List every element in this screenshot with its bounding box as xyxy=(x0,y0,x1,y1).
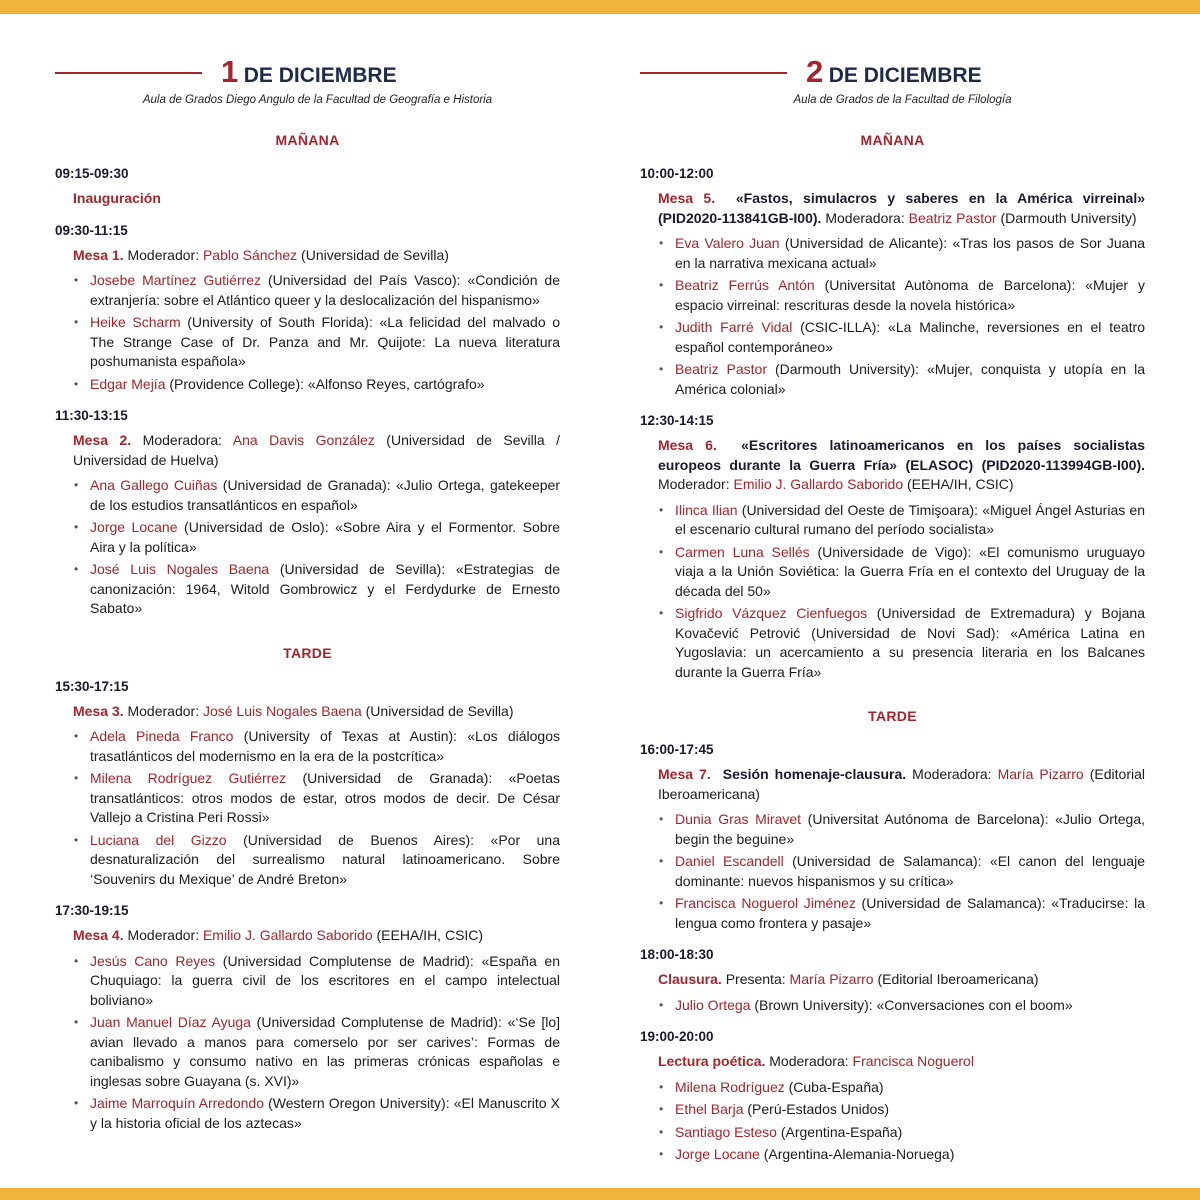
day-header xyxy=(55,50,560,89)
talk-item xyxy=(658,894,1145,933)
session-affiliation: (Editorial Iberoamericana) xyxy=(658,766,1145,802)
talk-item xyxy=(73,727,560,766)
talk-list xyxy=(640,501,1145,683)
venue: Aula de Grados de la Facultad de Filología xyxy=(793,94,1012,106)
day-column xyxy=(640,50,1145,1179)
slot-time: 17:30-19:15 xyxy=(55,903,129,918)
talk-detail: (Universidad de Granada): «Poetas transatlánticos: otros modos de estar, otros modos de decir. De César Vallejo a Cristina Peri Rossi» xyxy=(90,770,561,825)
day-number: 1 xyxy=(221,54,238,89)
speaker-name: Josebe Martínez Gutiérrez xyxy=(90,272,262,288)
speaker-name: Francisca Noguerol Jiménez xyxy=(675,895,856,911)
session-line xyxy=(55,246,560,266)
talk-detail: (Cuba-España) xyxy=(788,1078,884,1095)
talk-item xyxy=(658,810,1145,849)
session-role: Presenta: xyxy=(725,971,786,987)
period-heading: MAÑANA xyxy=(860,132,925,148)
speaker-name: Daniel Escandell xyxy=(675,853,784,869)
slot-time: 11:30-13:15 xyxy=(55,408,128,423)
speaker-name: Beatriz Ferrús Antón xyxy=(675,277,815,293)
session-role: Moderador: xyxy=(127,246,200,263)
speaker-name: Santiago Esteso xyxy=(675,1123,777,1140)
slot-time: 15:30-17:15 xyxy=(55,678,129,694)
talk-detail: (Western Oregon University): «El Manuscrito X y la historia oficial de los aztecas» xyxy=(90,1095,560,1131)
talk-item xyxy=(73,560,560,619)
session-affiliation: (Universidad de Sevilla) xyxy=(365,702,514,719)
speaker-name: Juan Manuel Díaz Ayuga xyxy=(90,1014,251,1030)
session-label: Mesa 6. xyxy=(658,437,717,453)
session-title: Sesión homenaje-clausura. xyxy=(722,766,907,782)
day-title xyxy=(806,54,982,90)
session-label: Mesa 1. xyxy=(73,246,124,263)
day-number: 2 xyxy=(806,54,823,89)
talk-item xyxy=(73,952,560,1011)
day-header xyxy=(640,50,1145,89)
moderator-name: José Luis Nogales Baena xyxy=(202,702,362,719)
talk-detail: (Perú-Estados Unidos) xyxy=(747,1101,889,1117)
talk-detail: (Universidad de Oslo): «Sobre Aira y el Formentor. Sobre Aira y la política» xyxy=(90,519,561,555)
talk-detail: (Universidad Complutense de Madrid): «‘Se [lo] avian llevado a manos para comerselo por ser carives’: Formas de canibalismo y consumo nativo en las primeras crónicas españolas e inglesas sobre Guayana (s. XVI)» xyxy=(90,1014,561,1089)
session-role: Moderadora: xyxy=(825,209,905,226)
speaker-name: José Luis Nogales Baena xyxy=(90,561,270,577)
session-label: Mesa 7. xyxy=(658,766,711,782)
session-role: Moderador: xyxy=(658,476,730,492)
talk-item xyxy=(73,375,560,395)
talk-item xyxy=(658,276,1145,315)
talk-detail: (Universidad del Oeste de Timişoara): «Miguel Ángel Asturias en el escenario cultural rumano del período socialista» xyxy=(675,501,1146,537)
day-title xyxy=(221,54,397,90)
session-label: Mesa 3. xyxy=(73,702,124,719)
time-slot xyxy=(55,223,560,395)
speaker-name: Judith Farré Vidal xyxy=(675,319,793,335)
talk-item xyxy=(73,831,560,890)
talk-list xyxy=(640,234,1145,399)
slot-time: 12:30-14:15 xyxy=(640,413,714,428)
speaker-name: Sigfrido Vázquez Cienfuegos xyxy=(675,605,868,621)
day-month: DE DICIEMBRE xyxy=(828,64,982,87)
talk-detail: (Universidad de Granada): «Julio Ortega, gatekeeper de los estudios transatlánticos en español» xyxy=(90,477,561,513)
session-affiliation: (Universidad de Sevilla) xyxy=(301,246,449,263)
speaker-name: Carmen Luna Sellés xyxy=(675,543,810,560)
talk-detail: (Universidad de Extremadura) y Bojana Kovačević Petrović (Universidad de Novi Sad): «América Latina en Yugoslavia: un acercamiento a su presencia literaria en los Balcanes durante la Guerra Fría» xyxy=(675,605,1145,680)
talk-list xyxy=(55,952,560,1134)
speaker-name: Luciana del Gizzo xyxy=(90,831,227,848)
session-label: Lectura poética. xyxy=(658,1053,766,1069)
session-affiliation: (Editorial Iberoamericana) xyxy=(877,971,1039,987)
talk-item xyxy=(658,501,1145,540)
talk-list xyxy=(55,476,560,619)
periods xyxy=(640,132,1145,1165)
session-affiliation: (Universidad de Sevilla / Universidad de Huelva) xyxy=(73,432,561,468)
slot-time: 16:00-17:45 xyxy=(640,742,714,757)
moderator-name: María Pizarro xyxy=(997,766,1084,782)
talk-item xyxy=(658,1145,1145,1165)
speaker-name: Edgar Mejía xyxy=(90,375,166,392)
talk-detail: (University of South Florida): «La felicidad del malvado o The Strange Case of Dr. Panza and Mr. Quijote: La nueva literatura poshumanista española» xyxy=(90,314,561,369)
header-rule xyxy=(55,72,202,74)
talk-detail: (Universidad de Salamanca): «El canon del lenguaje dominante: nuevos hispanismos y su crítica» xyxy=(675,853,1145,889)
session-role: Moderador: xyxy=(127,702,200,719)
talk-detail: (Universidad del País Vasco): «Condición de extranjería: sobre el Atlántico queer y la deslocalización del hispanismo» xyxy=(90,272,560,308)
session-affiliation: (EEHA/IH, CSIC) xyxy=(907,476,1014,492)
talk-detail: (Argentina-España) xyxy=(780,1123,903,1140)
speaker-name: Milena Rodríguez xyxy=(675,1078,785,1095)
venue: Aula de Grados Diego Angulo de la Facultad de Geografía e Historia xyxy=(142,94,493,106)
talk-item xyxy=(658,234,1145,273)
session-label: Mesa 2. xyxy=(73,432,132,448)
talk-item xyxy=(658,543,1145,602)
talk-list xyxy=(55,727,560,889)
moderator-name: María Pizarro xyxy=(789,971,874,987)
day-month: DE DICIEMBRE xyxy=(243,64,397,87)
speaker-name: Ana Gallego Cuiñas xyxy=(90,477,218,493)
talk-detail: (Providence College): «Alfonso Reyes, cartógrafo» xyxy=(169,375,485,392)
talk-list xyxy=(640,1078,1145,1165)
session-line xyxy=(640,189,1145,228)
talk-item xyxy=(73,518,560,557)
talk-list xyxy=(640,996,1145,1016)
talk-item xyxy=(73,271,560,310)
session-label: Mesa 4. xyxy=(73,927,124,943)
session-line xyxy=(55,926,560,946)
speaker-name: Milena Rodríguez Gutiérrez xyxy=(90,770,287,786)
moderator-name: Emilio J. Gallardo Saborido xyxy=(202,927,373,943)
time-slot xyxy=(640,413,1145,682)
speaker-name: Jorge Locane xyxy=(675,1146,760,1162)
talk-detail: (Universidad de Sevilla): «Estrategias de canonización: 1964, Witold Gombrowicz y el Ferdydurke de Ernesto Sabato» xyxy=(90,561,561,616)
talk-detail: (Universitat Autónoma de Barcelona): «Julio Ortega, begin the beguine» xyxy=(675,811,1146,847)
time-slot xyxy=(640,947,1145,1015)
moderator-name: Emilio J. Gallardo Saborido xyxy=(733,476,904,492)
slot-time: 18:00-18:30 xyxy=(640,947,714,962)
session-label: Mesa 5. xyxy=(658,190,716,206)
talk-list xyxy=(640,810,1145,933)
talk-item xyxy=(73,1094,560,1133)
session-affiliation: (Darmouth University) xyxy=(1000,209,1137,226)
speaker-name: Dunia Gras Miravet xyxy=(675,811,802,827)
talk-detail: (Universitat Autònoma de Barcelona): «Mujer y espacio virreinal: rescrituras desde la novela histórica» xyxy=(675,277,1145,313)
time-slot xyxy=(55,408,560,619)
talk-detail: (Darmouth University): «Mujer, conquista y utopía en la América colonial» xyxy=(675,361,1145,397)
session-line xyxy=(640,436,1145,495)
time-slot xyxy=(640,166,1145,399)
speaker-name: Jaime Marroquín Arredondo xyxy=(90,1095,264,1111)
header-rule xyxy=(640,72,787,74)
talk-detail: (Universidad de Salamanca): «Traducirse: la lengua como frontera y pasaje» xyxy=(675,895,1146,931)
session-label: Inauguración xyxy=(73,190,161,206)
talk-list xyxy=(55,271,560,394)
time-slot xyxy=(640,742,1145,933)
talk-detail: (Universidad Complutense de Madrid): «España en Chuquiago: la guerra civil de los escritores en el campo intelectual boliviano» xyxy=(90,952,561,1008)
session-line xyxy=(640,970,1145,990)
slot-time: 09:30-11:15 xyxy=(55,222,128,238)
time-slot xyxy=(55,903,560,1133)
talk-detail: (CSIC-ILLA): «La Malinche, reversiones en el teatro español contemporáneo» xyxy=(675,319,1146,355)
session-label: Clausura. xyxy=(658,971,722,987)
period-heading: TARDE xyxy=(283,644,332,661)
time-slot xyxy=(55,679,560,890)
moderator-name: Pablo Sánchez xyxy=(202,246,298,263)
session-affiliation: (EEHA/IH, CSIC) xyxy=(376,927,484,943)
moderator-name: Beatriz Pastor xyxy=(908,209,997,226)
talk-item xyxy=(658,996,1145,1016)
time-slot xyxy=(55,166,560,209)
talk-item xyxy=(73,476,560,515)
talk-item xyxy=(658,318,1145,357)
talk-detail: (University of Texas at Austin): «Los diálogos trasatlánticos del modernismo en la era de la postcrítica» xyxy=(90,728,560,764)
bottom-accent-bar xyxy=(0,1188,1200,1200)
talk-item xyxy=(658,360,1145,399)
session-title: «Escritores latinoamericanos en los países socialistas europeos durante la Guerra Fría» (ELASOC) (PID2020-113994GB-I00). xyxy=(658,437,1145,473)
session-role: Moderadora: xyxy=(142,432,223,448)
talk-item xyxy=(658,1123,1145,1143)
talk-item xyxy=(658,604,1145,682)
moderator-name: Ana Davis González xyxy=(232,432,375,448)
speaker-name: Ilinca Ilian xyxy=(675,501,738,518)
session-role: Moderador: xyxy=(127,927,200,943)
speaker-name: Ethel Barja xyxy=(675,1101,744,1117)
speaker-name: Julio Ortega xyxy=(675,996,751,1013)
talk-item xyxy=(658,1100,1145,1120)
talk-item xyxy=(73,1013,560,1091)
talk-detail: (Universidade de Vigo): «El comunismo uruguayo viaja a la Unión Soviética: la Guerra Fría en el contexto del Uruguay de la década del 50» xyxy=(675,543,1145,599)
slot-time: 10:00-12:00 xyxy=(640,166,714,181)
talk-detail: (Argentina-Alemania-Noruega) xyxy=(763,1146,955,1162)
speaker-name: Jesús Cano Reyes xyxy=(90,952,216,969)
top-accent-bar xyxy=(0,0,1200,14)
day-column xyxy=(55,50,560,1147)
session-line xyxy=(55,431,560,470)
talk-item xyxy=(658,1078,1145,1098)
session-line xyxy=(55,702,560,722)
session-line xyxy=(55,189,560,209)
speaker-name: Eva Valero Juan xyxy=(675,235,780,251)
session-line xyxy=(640,765,1145,804)
session-role: Moderadora: xyxy=(912,766,992,782)
slot-time: 09:15-09:30 xyxy=(55,166,129,181)
slot-time: 19:00-20:00 xyxy=(640,1029,714,1044)
talk-item xyxy=(73,769,560,828)
talk-item xyxy=(658,852,1145,891)
speaker-name: Jorge Locane xyxy=(90,519,178,535)
talk-detail: (Universidad de Buenos Aires): «Por una desnaturalización del surrealismo natural latinoamericano. Sobre ‘Souvenirs du Mexique’ de André Breton» xyxy=(90,831,560,887)
speaker-name: Beatriz Pastor xyxy=(675,361,767,377)
talk-detail: (Brown University): «Conversaciones con el boom» xyxy=(754,996,1073,1013)
speaker-name: Heike Scharm xyxy=(90,314,181,330)
period-heading: TARDE xyxy=(868,708,917,724)
talk-detail: (Universidad de Alicante): «Tras los pasos de Sor Juana en la narrativa mexicana actual» xyxy=(675,235,1145,271)
session-line xyxy=(640,1052,1145,1072)
session-title: «Fastos, simulacros y saberes en la América virreinal» (PID2020-113841GB-I00). xyxy=(658,190,1146,226)
speaker-name: Adela Pineda Franco xyxy=(90,728,234,744)
periods xyxy=(55,132,560,1133)
period-heading: MAÑANA xyxy=(275,132,340,148)
session-role: Moderadora: xyxy=(769,1053,849,1069)
talk-item xyxy=(73,313,560,372)
time-slot xyxy=(640,1029,1145,1165)
moderator-name: Francisca Noguerol xyxy=(852,1053,974,1069)
